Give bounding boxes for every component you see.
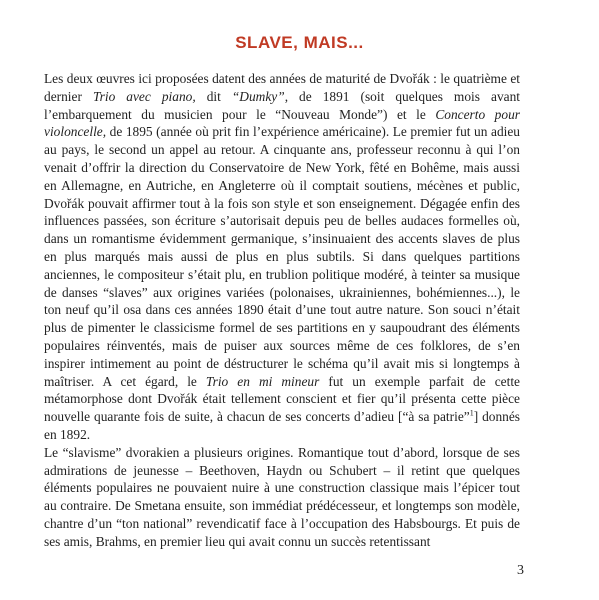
p1-italic-concerto: Concerto pour violoncelle, <box>44 106 520 140</box>
footnote-marker: 1 <box>469 408 474 418</box>
page-title: SLAVE, MAIS... <box>235 33 364 52</box>
paragraph-1 <box>44 70 520 444</box>
p1-italic-trio: Trio avec piano, <box>92 88 196 104</box>
p1-italic-dumky: “Dumky” <box>231 88 285 104</box>
page-number: 3 <box>517 563 524 578</box>
p1-text-3: , de 1891 (soit quelques mois avant l’embarquement du musicien pour le “Nouveau Monde”) et le <box>44 88 520 122</box>
paragraph-2: Le “slavisme” dvorakien a plusieurs origines. Romantique tout d’abord, lorsque de ses admirations de jeunesse – Beethoven, Haydn ou Schubert – il retint que quelques éléments populaires ne pouvaient nuire à une construction classique mais l’épicer tout au contraire. De Smetana ensuite, son immédiat prédécesseur, et longtemps son modèle, chantre d’un “ton national” revendicatif face à l’occupation des Habsbourgs. Et puis de ses amis, Brahms, en premier lieu qui avait connu un succès retentissant <box>44 444 520 549</box>
body-text <box>44 70 520 551</box>
p1-text-1: Les deux œuvres ici proposées datent des années de maturité de Dvořák : le quatrième et dernier <box>44 71 520 104</box>
p1-text-5: fut un exemple parfait de cette métamorphose dont Dvořák était tellement conscient et fier qu’il présenta cette pièce nouvelle quarante fois de suite, à chacun de ses concerts d’adieu [“à sa patrie” <box>44 373 520 425</box>
p1-text-6: ] donnés en 1892. <box>44 409 521 442</box>
p1-text-2: dit <box>195 88 232 104</box>
p1-italic-trio-mi-mineur: Trio en mi mineur <box>205 373 320 389</box>
p1-text-4: de 1895 (année où prit fin l’expérience américaine). Le premier fut un adieu au pays, le second un appel au retour. A cinquante ans, professeur reconnu à qui l’on venait d’offrir la direction du Conservatoire de New York, fêté en Bohême, mais aussi en Allemagne, en Autriche, en Angleterre où il comptait soutiens, mécènes et public, Dvořák pouvait affirmer tout à la fois son style et son enseignement. Dégagée enfin des influences passées, son écriture s’autorisait depuis peu de belles audaces formelles où, dans un romantisme évidemment germanique, s’insinuaient des accents slaves de plus en plus marqués mais aussi de plus en plus subtils. Si dans quelques partitions anciennes, le compositeur s’était plu, en trublion politique modéré, à teinter sa musique de danses “slaves” aux origines variées (polonaises, ukrainiennes, bohémiennes...), le ton neuf qu’il osa dans ces années 1890 était d’une tout autre nature. Son souci n’était plus de pimenter le classicisme formel de ses partitions en y saupoudrant des éléments populaires réinventés, mais de puiser aux sources même de ces folklores, de s’en inspirer intimement au point de déstructurer le schéma qu’il avait mis si longtemps à maîtriser. A cet égard, le <box>44 124 520 389</box>
